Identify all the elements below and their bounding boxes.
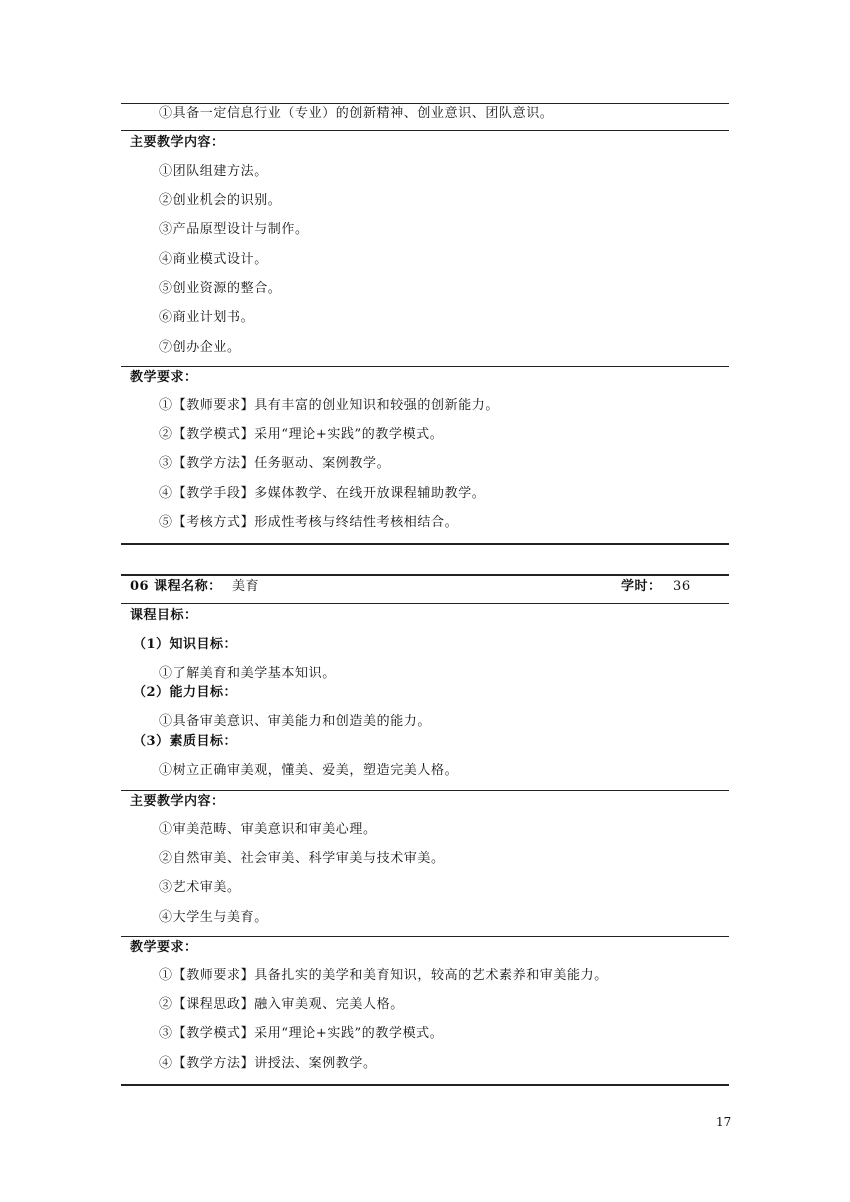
table-rule — [121, 103, 729, 104]
requirement-item: ②【教学模式】采用“理论+实践”的教学模式。 — [159, 427, 444, 442]
course-hours-value: 36 — [673, 579, 691, 594]
requirement-item: ④【教学手段】多媒体教学、在线开放课程辅助教学。 — [159, 486, 486, 501]
requirements-header: 教学要求： — [130, 370, 198, 385]
content-item: ⑦创办企业。 — [159, 340, 241, 355]
requirements-header: 教学要求： — [130, 940, 198, 955]
content-item: ③产品原型设计与制作。 — [159, 222, 309, 237]
table-bottom-rule — [121, 543, 729, 545]
table-rule — [121, 603, 729, 604]
table-rule — [121, 936, 729, 937]
requirement-item: ⑤【考核方式】形成性考核与终结性考核相结合。 — [159, 515, 459, 530]
requirement-item: ④【教学方法】讲授法、案例教学。 — [159, 1056, 377, 1071]
content-item: ②创业机会的识别。 — [159, 193, 282, 208]
course-name-value: 美育 — [232, 579, 260, 594]
content-item: ④商业模式设计。 — [159, 252, 268, 267]
content-item: ③艺术审美。 — [159, 880, 241, 895]
knowledge-goal-item: ①了解美育和美学基本知识。 — [159, 666, 336, 681]
course-name-label: 06 课程名称： — [130, 579, 222, 594]
content-item: ①团队组建方法。 — [159, 164, 268, 179]
table-rule — [121, 130, 729, 131]
ability-goal-header: （2）能力目标： — [133, 685, 238, 700]
course-hours-label: 学时： — [621, 579, 662, 594]
table-rule — [121, 790, 729, 791]
requirement-item: ②【课程思政】融入审美观、完美人格。 — [159, 997, 404, 1012]
knowledge-goal-header: （1）知识目标： — [133, 637, 238, 652]
content-item: ④大学生与美育。 — [159, 910, 268, 925]
requirement-item: ①【教师要求】具备扎实的美学和美育知识，较高的艺术素养和审美能力。 — [159, 968, 608, 983]
content-header: 主要教学内容： — [130, 135, 225, 150]
table-rule — [121, 366, 729, 367]
content-item: ⑥商业计划书。 — [159, 310, 255, 325]
content-item: ②自然审美、社会审美、科学审美与技术审美。 — [159, 851, 445, 866]
requirement-item: ③【教学模式】采用“理论+实践”的教学模式。 — [159, 1026, 444, 1041]
ability-goal-item: ①具备审美意识、审美能力和创造美的能力。 — [159, 714, 432, 729]
requirement-item: ③【教学方法】任务驱动、案例教学。 — [159, 456, 391, 471]
content-item: ⑤创业资源的整合。 — [159, 281, 282, 296]
content-header: 主要教学内容： — [130, 794, 225, 809]
goal-header: 课程目标： — [130, 608, 198, 623]
table-top-rule — [121, 574, 729, 576]
requirement-item: ①【教师要求】具有丰富的创业知识和较强的创新能力。 — [159, 398, 500, 413]
content-item: ①审美范畴、审美意识和审美心理。 — [159, 822, 377, 837]
quality-goal-item: ①树立正确审美观，懂美、爱美，塑造完美人格。 — [159, 763, 459, 778]
goal-item: ①具备一定信息行业（专业）的创新精神、创业意识、团队意识。 — [159, 106, 554, 121]
page-number: 17 — [716, 1115, 732, 1129]
quality-goal-header: （3）素质目标： — [133, 734, 238, 749]
table-bottom-rule — [121, 1084, 729, 1086]
